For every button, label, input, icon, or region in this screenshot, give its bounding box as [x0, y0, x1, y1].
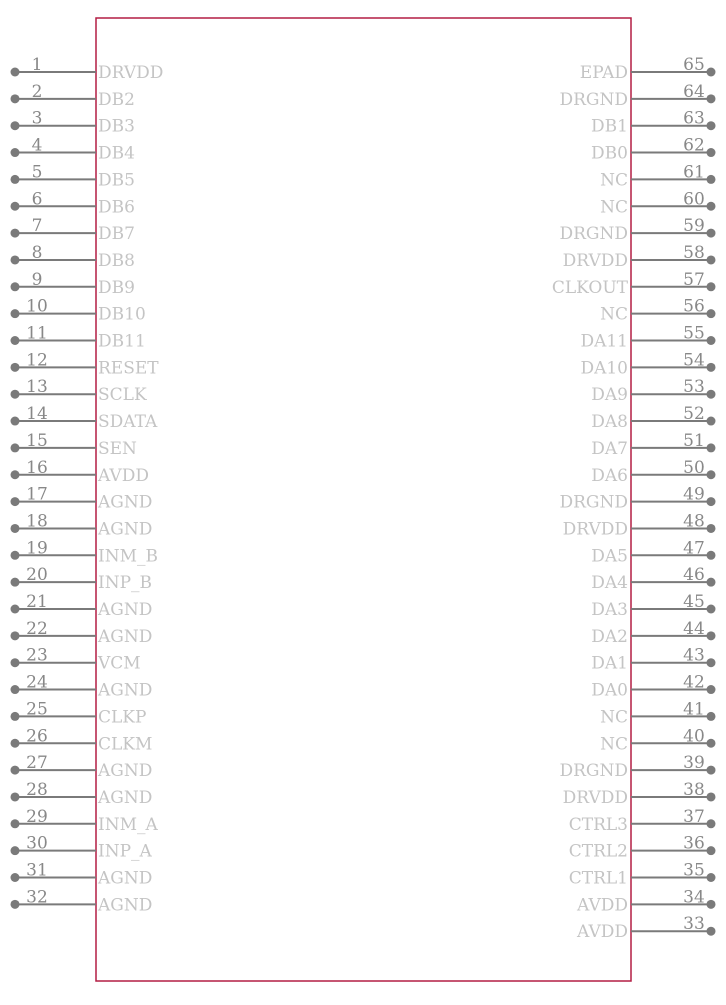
- pin-name: DB9: [98, 277, 135, 298]
- pin-23: [11, 646, 141, 674]
- pin-connection-dot: [11, 255, 20, 264]
- pin-12: [11, 350, 160, 378]
- pin-name: AGND: [98, 519, 153, 540]
- pin-name: DB11: [98, 331, 146, 352]
- pin-name: NC: [600, 734, 628, 755]
- pin-name: SCLK: [98, 385, 147, 406]
- pin-number: 12: [26, 350, 48, 371]
- pin-number: 7: [31, 216, 43, 237]
- pin-number: 27: [26, 753, 48, 774]
- pin-connection-dot: [707, 927, 716, 936]
- pin-connection-dot: [707, 766, 716, 775]
- pin-number: 42: [683, 672, 705, 693]
- pin-35: [569, 861, 716, 889]
- pin-number: 5: [31, 162, 43, 183]
- pin-name: DB0: [591, 143, 628, 164]
- pin-2: [11, 82, 135, 110]
- pin-number: 2: [31, 81, 43, 102]
- pin-number: 14: [26, 404, 48, 425]
- pin-name: DB1: [591, 116, 628, 137]
- pin-name: EPAD: [579, 63, 628, 83]
- pin-connection-dot: [707, 631, 716, 640]
- pin-21: [11, 592, 153, 620]
- pin-name: AGND: [98, 600, 153, 620]
- pin-58: [563, 243, 716, 271]
- pin-number: 47: [683, 538, 705, 559]
- pin-30: [11, 834, 153, 862]
- pin-26: [11, 726, 153, 754]
- pin-number: 23: [26, 645, 48, 666]
- pin-name: DRGND: [559, 492, 628, 513]
- pin-name: NC: [600, 304, 628, 325]
- pin-number: 43: [683, 645, 705, 666]
- pin-45: [591, 592, 715, 620]
- pin-connection-dot: [707, 470, 716, 479]
- pin-number: 29: [26, 806, 48, 827]
- pin-connection-dot: [707, 739, 716, 748]
- pin-connection-dot: [707, 524, 716, 533]
- pin-37: [569, 807, 716, 835]
- pin-number: 10: [26, 296, 48, 317]
- pin-connection-dot: [11, 390, 20, 399]
- pin-number: 3: [31, 108, 43, 129]
- pin-38: [563, 780, 716, 808]
- pin-connection-dot: [11, 766, 20, 775]
- pin-connection-dot: [11, 175, 20, 184]
- pin-name: AVDD: [98, 465, 149, 486]
- pin-number: 52: [683, 404, 705, 425]
- pin-name: INM_B: [98, 546, 158, 567]
- pin-14: [11, 404, 159, 432]
- pin-name: DRVDD: [562, 250, 628, 271]
- pin-63: [591, 109, 715, 137]
- pin-connection-dot: [11, 94, 20, 103]
- pin-34: [576, 887, 715, 915]
- pin-name: DB6: [98, 197, 135, 218]
- pin-name: DA0: [591, 680, 628, 701]
- pin-name: DRGND: [559, 89, 628, 110]
- pin-connection-dot: [11, 524, 20, 533]
- pin-64: [559, 82, 715, 110]
- pin-number: 54: [683, 350, 705, 371]
- pin-number: 8: [31, 242, 43, 263]
- pin-20: [11, 565, 153, 593]
- pin-name: DB4: [98, 143, 135, 164]
- pin-name: CTRL1: [568, 868, 628, 889]
- pin-name: DA3: [591, 600, 628, 620]
- pin-connection-dot: [11, 712, 20, 721]
- pin-15: [11, 431, 138, 459]
- pin-number: 20: [26, 565, 48, 586]
- pin-connection-dot: [707, 363, 716, 372]
- pin-number: 26: [26, 726, 48, 747]
- pin-18: [11, 511, 153, 539]
- pin-connection-dot: [11, 900, 20, 909]
- pin-number: 55: [683, 323, 705, 344]
- pin-39: [559, 753, 715, 781]
- pin-number: 19: [26, 538, 48, 559]
- pin-connection-dot: [707, 497, 716, 506]
- pin-connection-dot: [11, 846, 20, 855]
- pin-name: DRVDD: [562, 519, 628, 540]
- pin-connection-dot: [11, 658, 20, 667]
- pin-connection-dot: [707, 873, 716, 882]
- pin-connection-dot: [11, 282, 20, 291]
- pin-number: 57: [683, 269, 705, 290]
- pin-name: DA2: [591, 626, 628, 647]
- pin-name: DA7: [591, 438, 628, 459]
- pin-28: [11, 780, 153, 808]
- pin-number: 13: [26, 377, 48, 398]
- pin-name: DB2: [98, 89, 135, 110]
- pin-connection-dot: [11, 202, 20, 211]
- pin-connection-dot: [707, 846, 716, 855]
- pin-connection-dot: [707, 202, 716, 211]
- pin-4: [11, 136, 135, 164]
- pin-62: [591, 136, 715, 164]
- pin-number: 65: [683, 55, 705, 75]
- pin-connection-dot: [11, 148, 20, 157]
- pin-number: 22: [26, 618, 48, 639]
- pin-33: [576, 914, 715, 942]
- pin-name: DRVDD: [562, 787, 628, 808]
- pin-connection-dot: [707, 551, 716, 560]
- pin-32: [11, 887, 153, 915]
- pin-name: DRGND: [559, 224, 628, 245]
- pin-name: AGND: [98, 492, 153, 513]
- pin-31: [11, 861, 153, 889]
- pin-name: DA10: [580, 358, 628, 379]
- pin-connection-dot: [707, 336, 716, 345]
- pin-65: [580, 55, 716, 83]
- pin-59: [559, 216, 715, 244]
- pin-number: 62: [683, 135, 705, 156]
- pin-46: [591, 565, 715, 593]
- pin-connection-dot: [707, 148, 716, 157]
- pin-name: INM_A: [98, 814, 158, 835]
- pin-13: [11, 377, 147, 405]
- pin-number: 32: [26, 887, 48, 908]
- pin-10: [11, 297, 146, 325]
- pin-number: 46: [683, 565, 705, 586]
- pin-connection-dot: [707, 819, 716, 828]
- pin-number: 61: [683, 162, 705, 183]
- pin-number: 4: [31, 135, 43, 156]
- pin-57: [552, 270, 716, 298]
- pin-name: DRVDD: [98, 63, 164, 83]
- pin-name: AGND: [98, 626, 153, 647]
- pin-50: [591, 458, 715, 486]
- pin-connection-dot: [11, 685, 20, 694]
- pin-connection-dot: [707, 605, 716, 614]
- pin-name: NC: [600, 707, 628, 728]
- pin-name: NC: [600, 170, 628, 191]
- pin-number: 48: [683, 511, 705, 532]
- pin-7: [11, 216, 135, 244]
- pin-connection-dot: [707, 309, 716, 318]
- pin-name: AGND: [98, 787, 153, 808]
- pin-1: [11, 55, 164, 83]
- pin-name: DA1: [591, 653, 628, 674]
- pin-name: DA11: [580, 331, 628, 352]
- pin-61: [600, 162, 715, 190]
- pin-name: INP_B: [98, 573, 153, 594]
- pin-44: [591, 619, 715, 647]
- pin-36: [569, 834, 716, 862]
- pin-connection-dot: [707, 443, 716, 452]
- pin-5: [11, 162, 135, 190]
- pin-9: [11, 270, 135, 298]
- pin-name: DB5: [98, 170, 135, 191]
- pin-48: [563, 511, 716, 539]
- pin-connection-dot: [707, 658, 716, 667]
- pin-number: 30: [26, 833, 48, 854]
- pin-connection-dot: [11, 470, 20, 479]
- pin-name: CTRL3: [568, 814, 628, 835]
- pin-number: 39: [683, 753, 705, 774]
- pin-40: [600, 726, 715, 754]
- pin-number: 28: [26, 779, 48, 800]
- pin-8: [11, 243, 135, 271]
- pin-number: 16: [26, 457, 48, 478]
- pin-name: AGND: [98, 895, 153, 916]
- pin-connection-dot: [11, 309, 20, 318]
- pin-connection-dot: [707, 900, 716, 909]
- pin-name: NC: [600, 197, 628, 218]
- pin-connection-dot: [11, 578, 20, 587]
- pin-number: 34: [683, 887, 705, 908]
- pin-43: [591, 646, 715, 674]
- pin-47: [591, 538, 715, 566]
- pin-27: [11, 753, 153, 781]
- pin-name: DA8: [591, 412, 628, 433]
- pin-number: 1: [31, 55, 43, 75]
- pin-number: 15: [26, 430, 48, 451]
- pin-number: 49: [683, 484, 705, 505]
- pin-22: [11, 619, 153, 647]
- pin-56: [600, 297, 715, 325]
- pin-connection-dot: [11, 739, 20, 748]
- pin-connection-dot: [11, 551, 20, 560]
- pin-name: AVDD: [577, 922, 628, 943]
- pin-number: 11: [26, 323, 48, 344]
- pin-number: 56: [683, 296, 705, 317]
- pin-16: [11, 458, 149, 486]
- pin-name: DA5: [591, 546, 628, 567]
- pin-number: 21: [26, 592, 48, 612]
- pin-name: CTRL2: [568, 841, 628, 862]
- pin-connection-dot: [11, 792, 20, 801]
- pin-number: 58: [683, 242, 705, 263]
- pin-41: [600, 699, 715, 727]
- pin-connection-dot: [11, 443, 20, 452]
- pin-connection-dot: [707, 685, 716, 694]
- pin-53: [591, 377, 715, 405]
- pin-number: 37: [683, 806, 705, 827]
- pin-connection-dot: [11, 121, 20, 130]
- pin-connection-dot: [707, 712, 716, 721]
- pin-51: [591, 431, 715, 459]
- pin-24: [11, 673, 153, 701]
- pin-number: 63: [683, 108, 705, 129]
- pin-number: 17: [26, 484, 48, 505]
- pin-name: DRGND: [559, 761, 628, 782]
- pin-name: CLKOUT: [551, 277, 628, 298]
- pin-connection-dot: [11, 229, 20, 238]
- pin-49: [559, 485, 715, 513]
- pin-connection-dot: [11, 336, 20, 345]
- pin-number: 33: [683, 914, 705, 935]
- pin-connection-dot: [707, 229, 716, 238]
- pin-name: DA6: [591, 465, 628, 486]
- pin-name: SDATA: [98, 412, 158, 433]
- pin-name: CLKP: [98, 707, 147, 728]
- pin-connection-dot: [11, 497, 20, 506]
- pin-connection-dot: [707, 94, 716, 103]
- pin-number: 25: [26, 699, 48, 720]
- pin-number: 35: [683, 860, 705, 881]
- pin-54: [580, 350, 715, 378]
- component-body: [96, 18, 631, 981]
- pin-number: 60: [683, 189, 705, 210]
- pin-connection-dot: [11, 605, 20, 614]
- pin-number: 6: [31, 189, 43, 210]
- right-pin-group: [552, 55, 716, 942]
- pin-connection-dot: [707, 282, 716, 291]
- pin-name: SEN: [98, 438, 137, 459]
- pin-6: [11, 189, 135, 217]
- pin-60: [600, 189, 715, 217]
- pin-3: [11, 109, 135, 137]
- pin-connection-dot: [11, 417, 20, 426]
- pin-name: INP_A: [98, 841, 152, 862]
- pin-connection-dot: [707, 175, 716, 184]
- pin-number: 9: [31, 269, 43, 290]
- pin-name: AGND: [98, 680, 153, 701]
- pin-connection-dot: [707, 255, 716, 264]
- pin-number: 36: [683, 833, 705, 854]
- pin-number: 45: [683, 592, 705, 612]
- pin-number: 44: [683, 618, 705, 639]
- pin-name: DA9: [591, 385, 628, 406]
- pin-number: 31: [26, 860, 48, 881]
- pin-number: 64: [683, 81, 705, 102]
- pin-55: [580, 324, 715, 352]
- pin-number: 24: [26, 672, 48, 693]
- pin-connection-dot: [11, 873, 20, 882]
- pin-name: CLKM: [98, 734, 153, 755]
- pin-name: AGND: [98, 761, 153, 782]
- pin-connection-dot: [707, 390, 716, 399]
- pin-number: 40: [683, 726, 705, 747]
- pin-name: DB8: [98, 250, 135, 271]
- pin-name: RESET: [98, 358, 159, 379]
- pin-connection-dot: [707, 417, 716, 426]
- pin-29: [11, 807, 159, 835]
- pin-name: DB3: [98, 116, 135, 137]
- pin-11: [11, 324, 146, 352]
- pin-connection-dot: [707, 792, 716, 801]
- pin-name: DB7: [98, 224, 135, 245]
- pin-number: 51: [683, 430, 705, 451]
- pin-connection-dot: [11, 68, 20, 77]
- pin-connection-dot: [707, 578, 716, 587]
- pin-52: [591, 404, 715, 432]
- pin-connection-dot: [11, 819, 20, 828]
- pin-connection-dot: [11, 631, 20, 640]
- pin-number: 50: [683, 457, 705, 478]
- left-pin-group: [11, 55, 164, 915]
- pin-connection-dot: [707, 121, 716, 130]
- pin-42: [591, 673, 715, 701]
- pin-19: [11, 538, 159, 566]
- pin-17: [11, 485, 153, 513]
- pin-name: DA4: [591, 573, 628, 594]
- pin-number: 38: [683, 779, 705, 800]
- pin-number: 18: [26, 511, 48, 532]
- pin-25: [11, 699, 147, 727]
- pin-number: 41: [683, 699, 705, 720]
- pin-name: AVDD: [577, 895, 628, 916]
- pin-name: DB10: [98, 304, 146, 325]
- pin-connection-dot: [707, 68, 716, 77]
- pin-connection-dot: [11, 363, 20, 372]
- pin-number: 53: [683, 377, 705, 398]
- pin-number: 59: [683, 216, 705, 237]
- pin-name: AGND: [98, 868, 153, 889]
- pin-name: VCM: [98, 653, 141, 674]
